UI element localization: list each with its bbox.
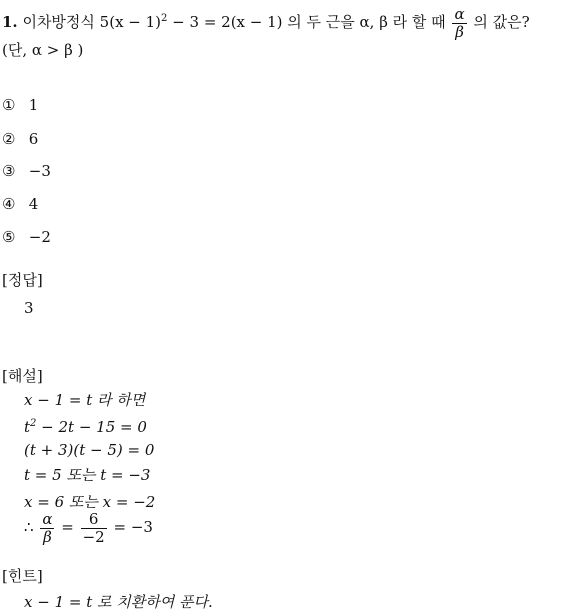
choice-1[interactable] (2, 95, 38, 115)
solution-line-2-exponent: 2 (30, 418, 37, 429)
solution-fraction-1 (40, 511, 54, 545)
solution-line-2-rest: − 2t − 15 = 0 (36, 418, 147, 436)
choice-2-mark: ② (2, 130, 16, 148)
choice-5-text: −2 (28, 228, 51, 246)
choice-5-mark: ⑤ (2, 228, 16, 246)
question-number: 1. (2, 13, 18, 31)
choice-3-text: −3 (28, 162, 51, 180)
solution-equals: = (61, 518, 74, 536)
choice-2-text: 6 (28, 130, 39, 148)
solution-line-3: (t + 3)(t − 5) = 0 (24, 441, 155, 459)
solution-line-5: x = 6 또는 x = −2 (24, 493, 156, 511)
stem-exponent: 2 (161, 13, 168, 24)
choice-1-text: 1 (28, 96, 39, 114)
answer-value: 3 (24, 299, 34, 317)
solution-fraction-1-numerator: α (42, 510, 53, 528)
choice-3-mark: ③ (2, 162, 16, 180)
solution-label: [해설] (2, 367, 43, 385)
solution-result: = −3 (113, 518, 153, 536)
stem-fraction-numerator: α (454, 5, 465, 23)
solution-line-1: x − 1 = t 라 하면 (24, 391, 146, 409)
choice-5[interactable] (2, 227, 51, 247)
solution-fraction-2 (81, 511, 107, 545)
stem-prefix: 이차방정식 5(x − 1) (22, 13, 162, 31)
choice-1-mark: ① (2, 96, 16, 114)
question-stem (2, 6, 530, 40)
solution-line-4: t = 5 또는 t = −3 (24, 466, 151, 484)
answer-label: [정답] (2, 271, 43, 289)
therefore-symbol: ∴ (24, 518, 34, 536)
choice-4-text: 4 (28, 195, 39, 213)
solution-line-2 (24, 414, 147, 437)
stem-suffix: 의 값은? (473, 13, 530, 31)
question-condition: (단, α > β ) (2, 41, 84, 59)
solution-fraction-2-numerator: 6 (81, 511, 107, 529)
stem-mid: − 3 = 2(x − 1) 의 두 근을 α, β 라 할 때 (167, 13, 446, 31)
solution-fraction-2-denominator: −2 (82, 527, 105, 546)
solution-line-2-base: t (24, 418, 31, 436)
choice-4-mark: ④ (2, 195, 16, 213)
stem-fraction-denominator: β (455, 22, 464, 41)
hint-text: x − 1 = t 로 치환하여 푼다. (24, 593, 213, 611)
solution-fraction-1-denominator: β (43, 527, 52, 546)
choice-4[interactable] (2, 194, 38, 214)
stem-fraction (452, 6, 466, 40)
solution-line-6 (24, 510, 153, 545)
hint-label: [힌트] (2, 567, 43, 585)
choice-2[interactable] (2, 129, 38, 149)
choice-3[interactable] (2, 161, 51, 181)
